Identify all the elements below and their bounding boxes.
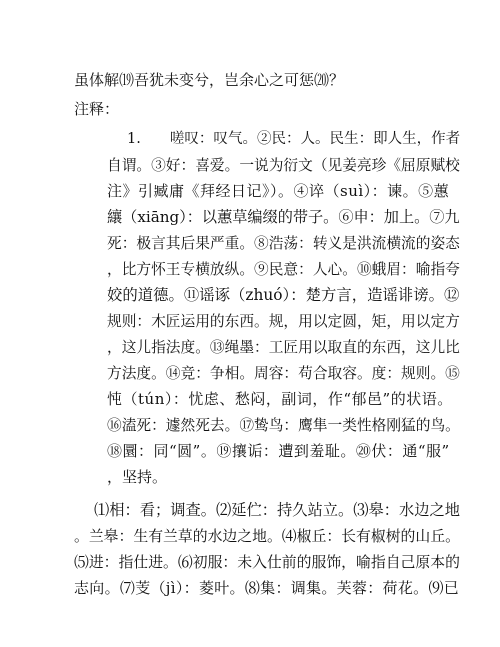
- annotation-line: 死：极言其后果严重。⑧浩荡：转义是洪流横流的姿态: [107, 235, 460, 252]
- annotation-line: 忳（tún）：忧虑、愁闷，副词，作“郁邑”的状语。: [107, 390, 453, 408]
- annotation-line: 规则：木匠运用的东西。规，用以定圆，矩，用以定方: [107, 313, 460, 330]
- annotation-line: ⑸进：指仕进。⑹初服：未入仕前的服饰，喻指自己原本的: [74, 553, 460, 571]
- annotation-line: 注》引臧庸《拜经日记》）。④谇（suì）：谏。⑤蕙: [107, 182, 450, 200]
- notes-heading: 注释：: [74, 100, 120, 118]
- annotation-line: ⑯溘死：遽然死去。⑰鸷鸟：鹰隼一类性格刚猛的鸟。: [107, 417, 460, 434]
- annotation-line: 姣的道德。⑪谣诼（zhuó）：楚方言，造谣诽谤。⑫: [107, 286, 460, 304]
- annotation-line: ，坚持。: [107, 468, 168, 486]
- annotation-line: 自谓。③好：喜爱。一说为衍文（见姜亮珍《屈原赋校: [107, 157, 460, 174]
- annotation-line: ，比方怀王专横放纵。⑨民意：人心。⑩蛾眉：喻指夸: [107, 261, 460, 278]
- annotation-line: 纕（xiāng）：以蕙草编缀的带子。⑥申：加上。⑦九: [107, 208, 460, 226]
- annotation-line: 志向。⑺芰（jì）：菱叶。⑻集：调集。芙蓉：荷花。⑼已: [74, 579, 460, 597]
- annotation-line: ，这儿指法度。⑬绳墨：工匠用以取直的东西，这儿比: [107, 339, 460, 356]
- intro-verse-line: 虽体解⒆吾犹未变兮，岂余心之可惩⒇？: [74, 71, 345, 89]
- annotation-line: ⑴相：看；调查。⑵延伫：持久站立。⑶皋：水边之地: [94, 501, 460, 519]
- annotation-line: 1. 嗟叹：叹气。②民：人。民生：即人生，作者: [127, 131, 461, 147]
- annotation-line: 。兰皋：生有兰草的水边之地。⑷椒丘：长有椒树的山丘。: [74, 527, 460, 545]
- annotation-line: ⑱圜：同“圆”。⑲攘诟：遭到羞耻。⑳伏：通“服”: [107, 442, 450, 460]
- annotation-line: 方法度。⑭竞：争相。周容：苟合取容。度：规则。⑮: [107, 365, 460, 382]
